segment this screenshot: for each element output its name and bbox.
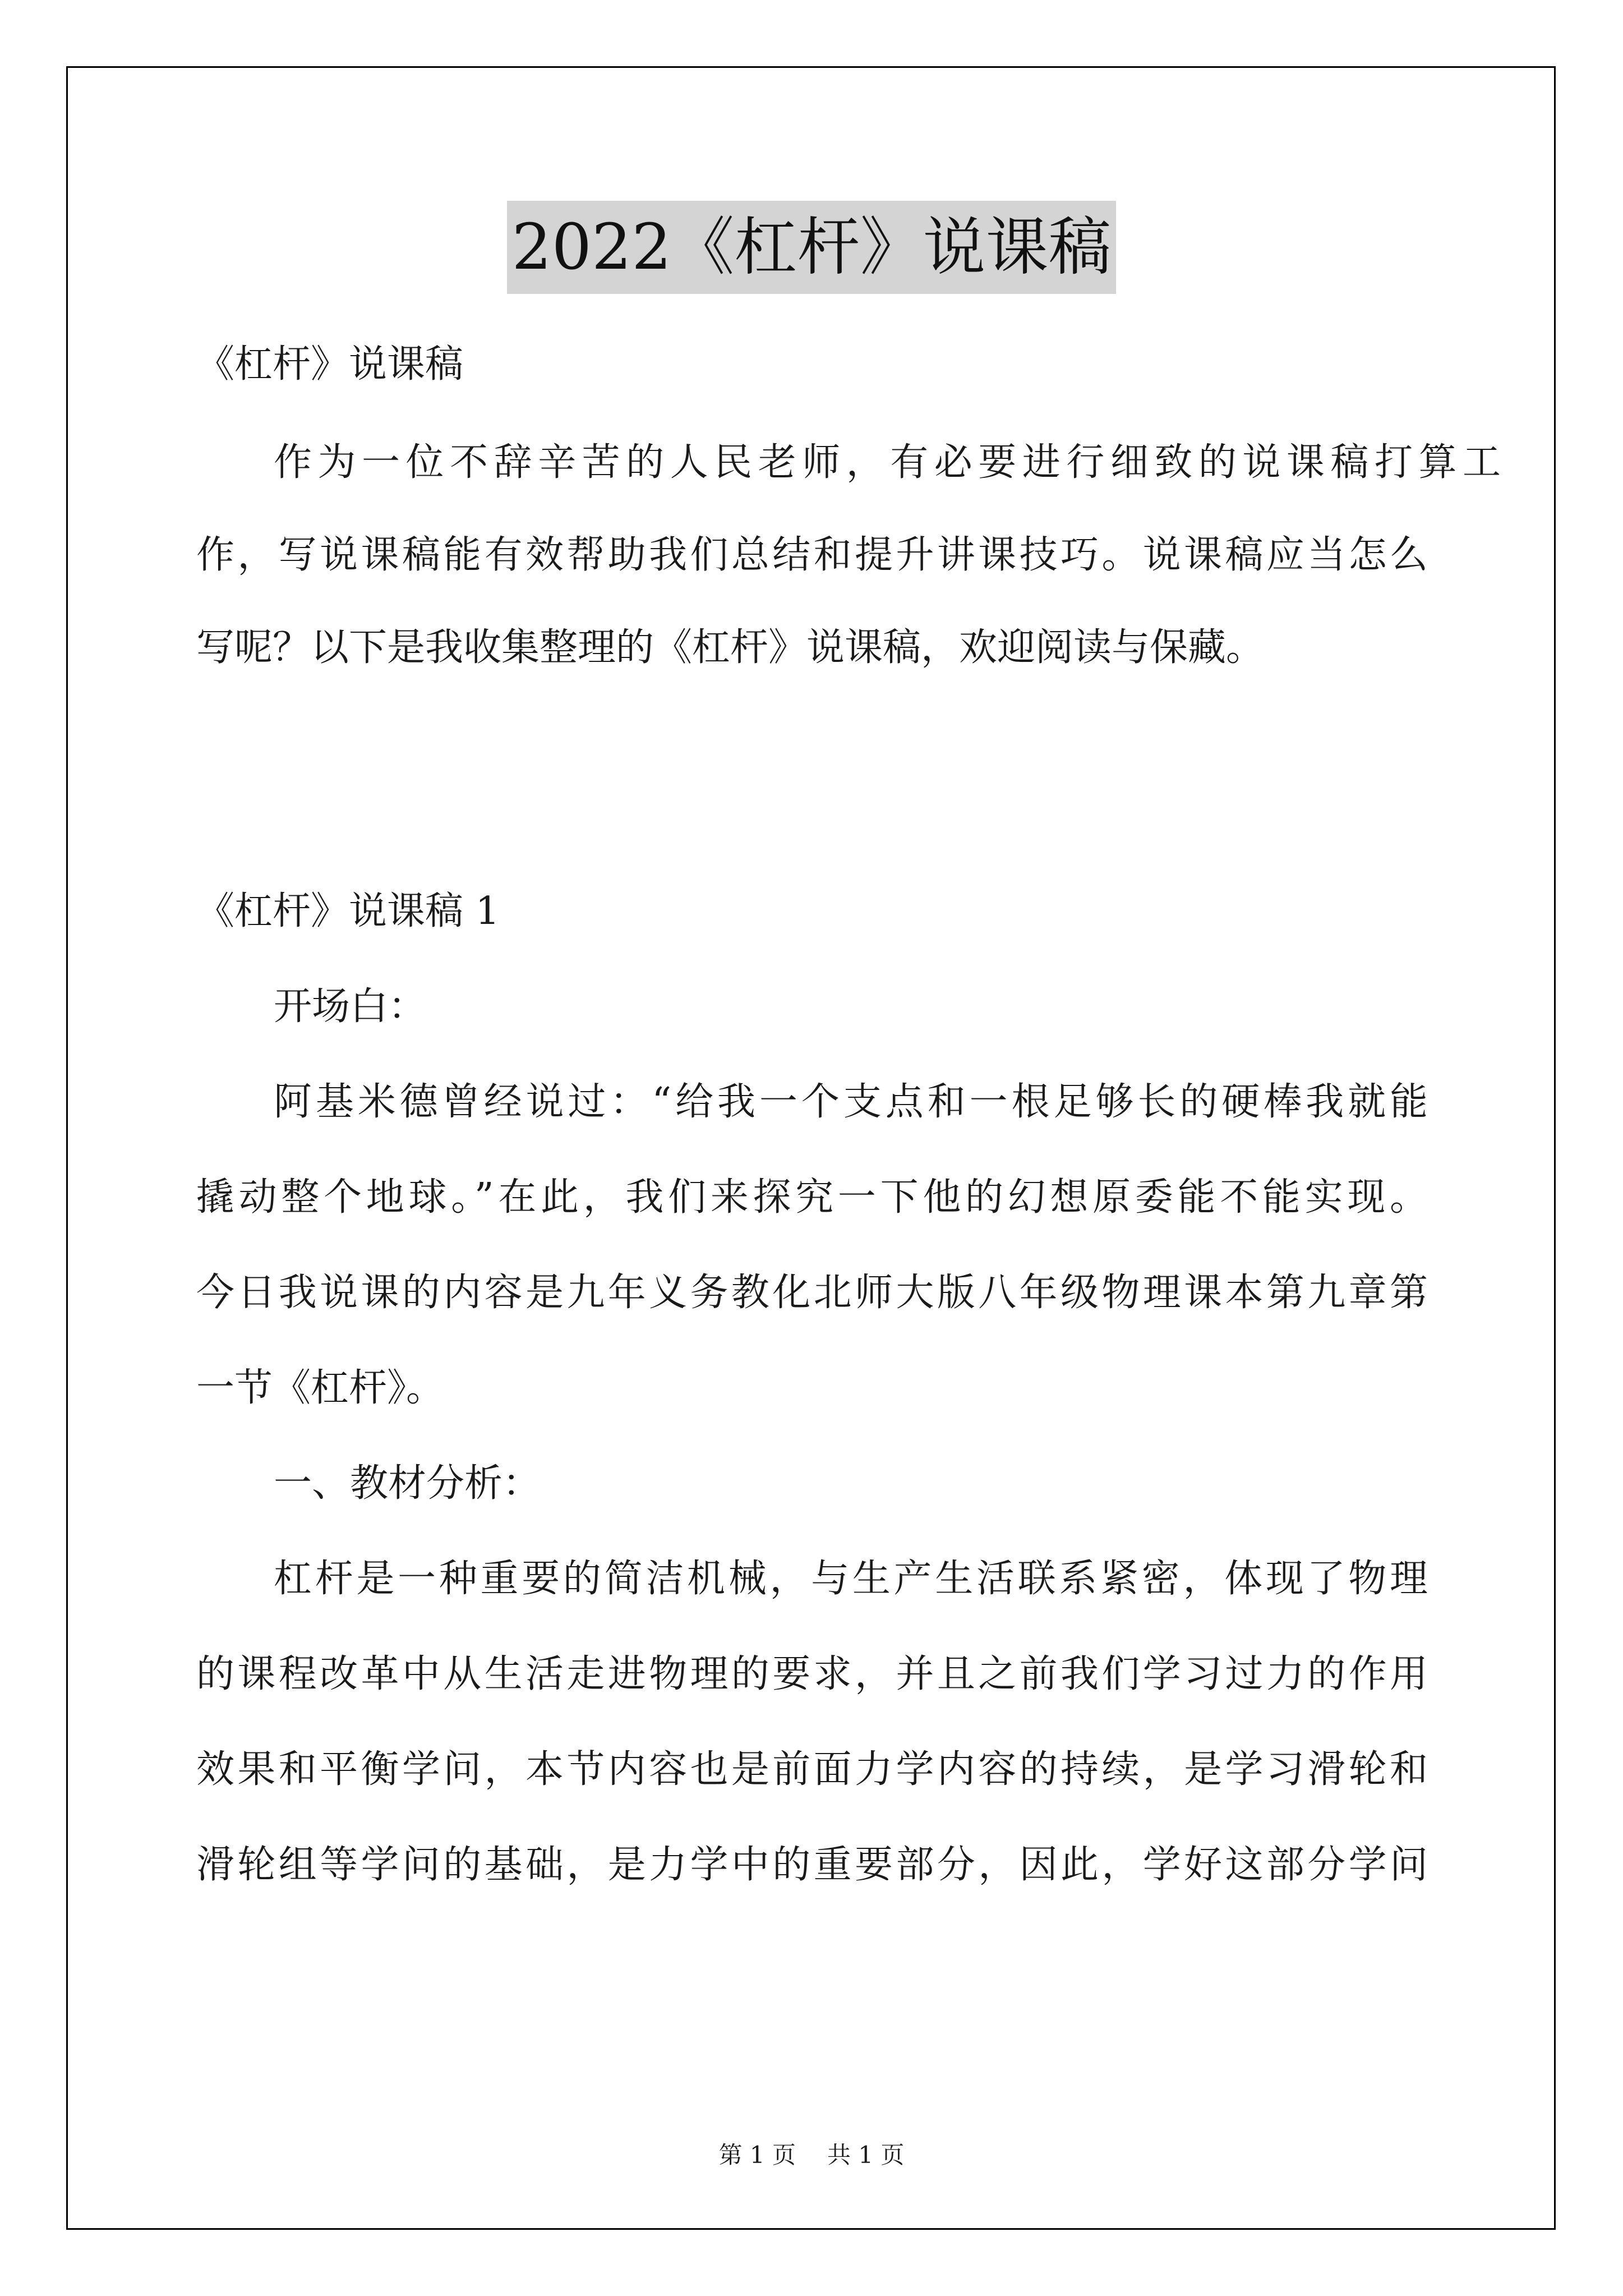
opening-line-4: 一节《杠杆》。 (196, 1366, 445, 1410)
intro-line-2: 作，写说课稿能有效帮助我们总结和提升讲课技巧。说课稿应当怎么 (196, 533, 1428, 577)
subtitle: 《杠杆》说课稿 (196, 342, 464, 386)
page-number: 第 1 页 (718, 2141, 796, 2169)
opening-line-1: 阿基米德曾经说过：“给我一个支点和一根足够长的硬棒我就能 (274, 1080, 1428, 1124)
analysis-heading: 一、教材分析： (274, 1461, 541, 1506)
intro-line-3: 写呢？以下是我收集整理的《杠杆》说课稿，欢迎阅读与保藏。 (196, 625, 1265, 670)
document-title: 2022《杠杆》说课稿 (507, 201, 1115, 294)
analysis-line-2: 的课程改革中从生活走进物理的要求，并且之前我们学习过力的作用 (196, 1652, 1428, 1696)
analysis-line-1: 杠杆是一种重要的简洁机械，与生产生活联系紧密，体现了物理 (274, 1557, 1428, 1601)
section-heading: 《杠杆》说课稿 1 (196, 889, 500, 933)
page-footer (0, 2138, 1623, 2172)
opening-label: 开场白： (274, 984, 427, 1029)
title-container (0, 201, 1623, 294)
opening-line-3: 今日我说课的内容是九年义务教化北师大版八年级物理课本第九章第 (196, 1271, 1428, 1315)
opening-line-2: 撬动整个地球。”在此，我们来探究一下他的幻想原委能不能实现。 (196, 1175, 1428, 1220)
intro-line-1: 作为一位不辞辛苦的人民老师，有必要进行细致的说课稿打算工 (274, 440, 1501, 485)
page-total: 共 1 页 (827, 2141, 905, 2169)
analysis-line-3: 效果和平衡学问，本节内容也是前面力学内容的持续，是学习滑轮和 (196, 1747, 1428, 1792)
analysis-line-4: 滑轮组等学问的基础，是力学中的重要部分，因此，学好这部分学问 (196, 1843, 1428, 1887)
